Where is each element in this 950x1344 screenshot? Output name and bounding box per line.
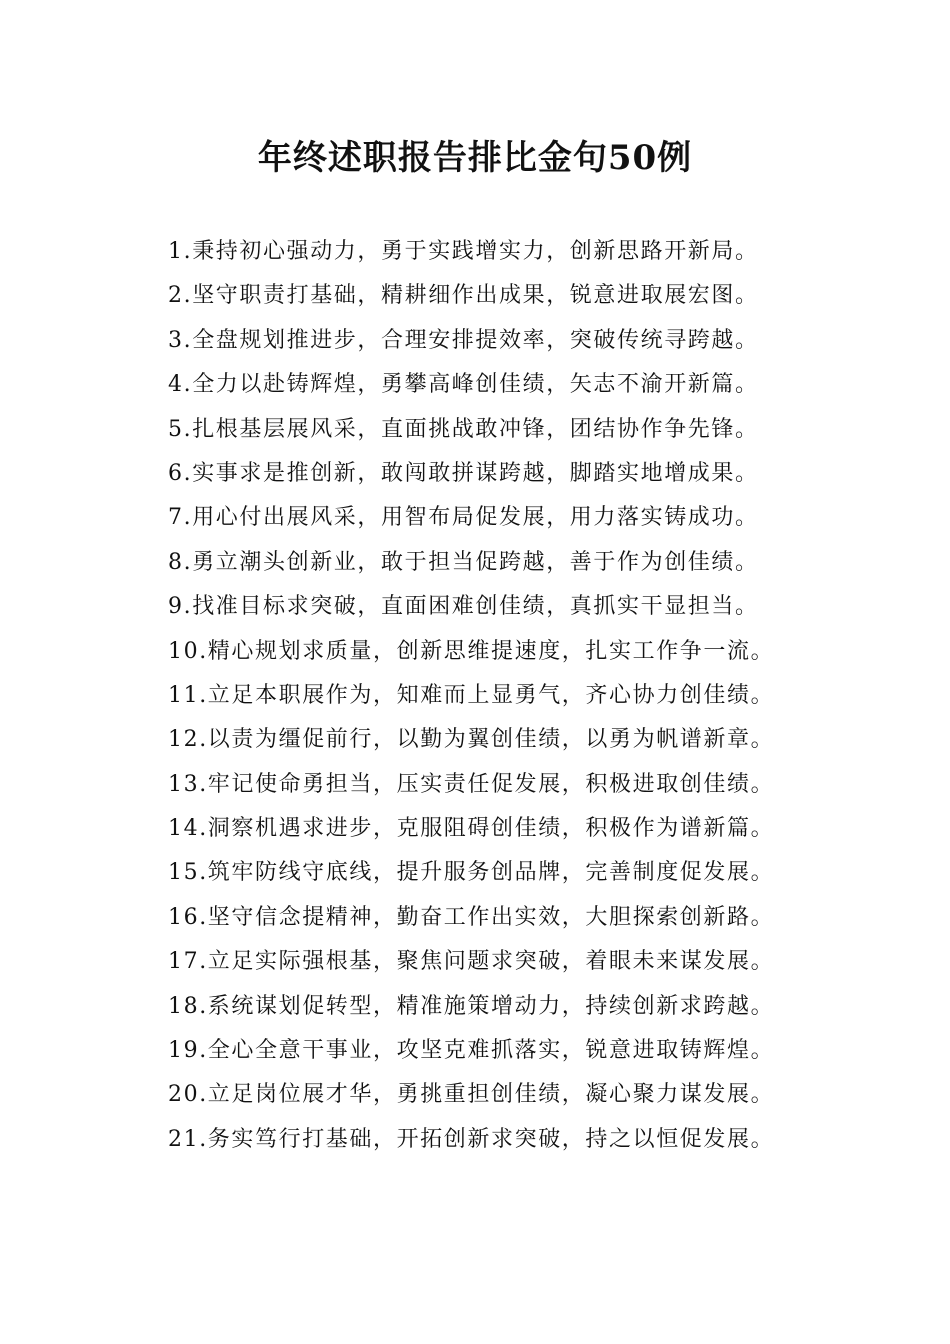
list-item: 15.筑牢防线守底线，提升服务创品牌，完善制度促发展。	[168, 860, 775, 886]
list-item: 5.扎根基层展风采，直面挑战敢冲锋，团结协作争先锋。	[168, 416, 759, 442]
document-title: 年终述职报告排比金句50例	[257, 138, 693, 178]
list-item: 1.秉持初心强动力，勇于实践增实力，创新思路开新局。	[168, 239, 759, 264]
list-item: 8.勇立潮头创新业，敢于担当促跨越，善于作为创佳绩。	[168, 549, 759, 575]
list-item: 19.全心全意干事业，攻坚克难抓落实，锐意进取铸辉煌。	[168, 1038, 775, 1064]
sentence-list	[168, 230, 868, 1162]
list-item: 4.全力以赴铸辉煌，勇攀高峰创佳绩，矢志不渝开新篇。	[168, 372, 759, 398]
list-item: 16.坚守信念提精神，勤奋工作出实效，大胆探索创新路。	[168, 904, 775, 930]
list-item: 20.立足岗位展才华，勇挑重担创佳绩，凝心聚力谋发展。	[168, 1082, 775, 1108]
list-item: 13.牢记使命勇担当，压实责任促发展，积极进取创佳绩。	[168, 771, 775, 797]
list-item: 6.实事求是推创新，敢闯敢拼谋跨越，脚踏实地增成果。	[168, 460, 759, 486]
list-item: 2.坚守职责打基础，精耕细作出成果，锐意进取展宏图。	[168, 283, 759, 309]
list-item: 9.找准目标求突破，直面困难创佳绩，真抓实干显担当。	[168, 594, 759, 620]
list-item: 7.用心付出展风采，用智布局促发展，用力落实铸成功。	[168, 505, 759, 531]
list-item: 17.立足实际强根基，聚焦问题求突破，着眼未来谋发展。	[168, 949, 775, 975]
list-item: 18.系统谋划促转型，精准施策增动力，持续创新求跨越。	[168, 993, 775, 1019]
list-item: 3.全盘规划推进步，合理安排提效率，突破传统寻跨越。	[168, 327, 759, 353]
list-item: 21.务实笃行打基础，开拓创新求突破，持之以恒促发展。	[168, 1126, 775, 1152]
list-item: 12.以责为缰促前行，以勤为翼创佳绩，以勇为帆谱新章。	[168, 727, 775, 753]
list-item: 11.立足本职展作为，知难而上显勇气，齐心协力创佳绩。	[168, 682, 775, 708]
list-item: 10.精心规划求质量，创新思维提速度，扎实工作争一流。	[168, 638, 775, 664]
list-item: 14.洞察机遇求进步，克服阻碍创佳绩，积极作为谱新篇。	[168, 816, 775, 842]
